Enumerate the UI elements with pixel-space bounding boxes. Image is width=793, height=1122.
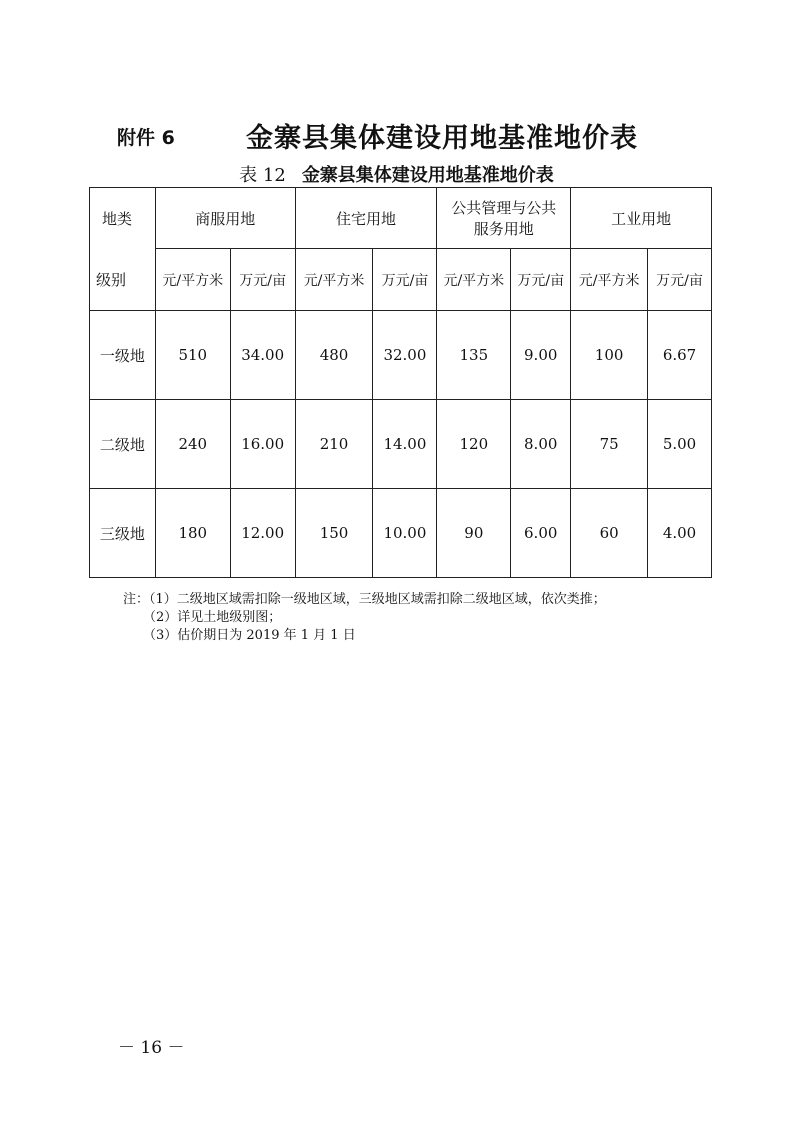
unit-header: 元/平方米 bbox=[571, 249, 648, 311]
document-title: 金寨县集体建设用地基准地价表 bbox=[246, 123, 638, 154]
unit-header: 元/平方米 bbox=[295, 249, 373, 311]
note-line: （3）估价期日为 2019 年 1 月 1 日 bbox=[143, 628, 356, 643]
category-header: 公共管理与公共 服务用地 bbox=[437, 188, 571, 249]
value-cell: 180 bbox=[155, 489, 230, 578]
level-cell: 一级地 bbox=[90, 311, 156, 400]
table-corner-cell bbox=[90, 188, 156, 311]
corner-label-level: 级别 bbox=[96, 271, 127, 289]
corner-label-category: 地类 bbox=[102, 210, 133, 228]
table-row bbox=[90, 400, 712, 489]
value-cell: 135 bbox=[437, 311, 511, 400]
category-header: 工业用地 bbox=[571, 188, 712, 249]
table-caption bbox=[0, 161, 793, 187]
land-price-table bbox=[89, 187, 712, 578]
table-header-row bbox=[90, 188, 712, 249]
value-cell: 34.00 bbox=[230, 311, 295, 400]
table-unit-row bbox=[90, 249, 712, 311]
value-cell: 4.00 bbox=[648, 489, 712, 578]
value-cell: 10.00 bbox=[373, 489, 437, 578]
value-cell: 210 bbox=[295, 400, 373, 489]
value-cell: 12.00 bbox=[230, 489, 295, 578]
value-cell: 480 bbox=[295, 311, 373, 400]
value-cell: 510 bbox=[155, 311, 230, 400]
category-header: 住宅用地 bbox=[295, 188, 437, 249]
unit-header: 万元/亩 bbox=[230, 249, 295, 311]
value-cell: 240 bbox=[155, 400, 230, 489]
table-notes bbox=[123, 591, 606, 645]
value-cell: 5.00 bbox=[648, 400, 712, 489]
value-cell: 75 bbox=[571, 400, 648, 489]
table-caption-number: 表 12 bbox=[239, 165, 286, 186]
value-cell: 90 bbox=[437, 489, 511, 578]
table-caption-title: 金寨县集体建设用地基准地价表 bbox=[301, 165, 554, 186]
value-cell: 60 bbox=[571, 489, 648, 578]
page-number: － 16 － bbox=[118, 1038, 185, 1058]
unit-header: 元/平方米 bbox=[437, 249, 511, 311]
value-cell: 6.00 bbox=[511, 489, 571, 578]
table-row bbox=[90, 489, 712, 578]
category-header: 商服用地 bbox=[155, 188, 295, 249]
unit-header: 元/平方米 bbox=[155, 249, 230, 311]
value-cell: 150 bbox=[295, 489, 373, 578]
value-cell: 120 bbox=[437, 400, 511, 489]
value-cell: 32.00 bbox=[373, 311, 437, 400]
unit-header: 万元/亩 bbox=[373, 249, 437, 311]
note-line: （2）详见土地级别图； bbox=[143, 610, 282, 625]
level-cell: 二级地 bbox=[90, 400, 156, 489]
value-cell: 16.00 bbox=[230, 400, 295, 489]
attachment-label: 附件 6 bbox=[117, 127, 175, 149]
value-cell: 100 bbox=[571, 311, 648, 400]
value-cell: 14.00 bbox=[373, 400, 437, 489]
value-cell: 9.00 bbox=[511, 311, 571, 400]
unit-header: 万元/亩 bbox=[648, 249, 712, 311]
level-cell: 三级地 bbox=[90, 489, 156, 578]
note-line: 注：（1）二级地区域需扣除一级地区域，三级地区域需扣除二级地区域，依次类推； bbox=[123, 592, 606, 607]
unit-header: 万元/亩 bbox=[511, 249, 571, 311]
value-cell: 8.00 bbox=[511, 400, 571, 489]
value-cell: 6.67 bbox=[648, 311, 712, 400]
table-row bbox=[90, 311, 712, 400]
